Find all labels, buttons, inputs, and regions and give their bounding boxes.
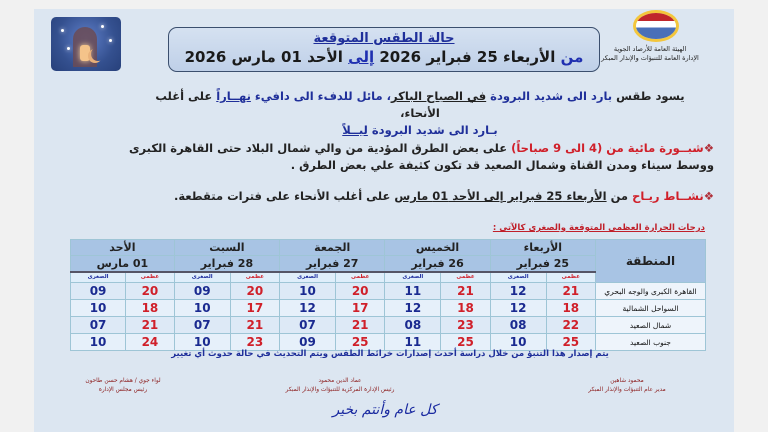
region-cell: القاهرة الكبرى والوجه البحري: [596, 283, 706, 300]
greeting: كل عام وأنتم بخير: [332, 402, 438, 418]
day-header: الجمعة: [280, 240, 385, 256]
min-label: الصغرى: [385, 272, 441, 283]
region-cell: السواحل الشمالية: [596, 300, 706, 317]
min-temp-cell: 10: [71, 300, 126, 317]
table-row: [71, 283, 706, 300]
min-label: الصغرى: [174, 272, 230, 283]
max-temp-cell: 20: [230, 283, 279, 300]
max-temp-cell: 25: [441, 334, 490, 351]
page-title: حالة الطقس المتوقعة: [313, 31, 455, 46]
max-temp-cell: 21: [441, 283, 490, 300]
min-label: الصغرى: [490, 272, 546, 283]
min-temp-cell: 08: [385, 317, 441, 334]
title-box: [168, 27, 600, 72]
ramadan-lantern-icon: [51, 17, 121, 71]
table-row: [71, 334, 706, 351]
bullet-icon: ❖: [703, 189, 714, 203]
min-temp-cell: 12: [280, 300, 336, 317]
min-temp-cell: 12: [385, 300, 441, 317]
region-cell: شمال الصعيد: [596, 317, 706, 334]
date-header: 28 فبراير: [174, 256, 279, 273]
max-label: عظمى: [441, 272, 490, 283]
bullet-icon: ❖: [703, 141, 714, 155]
max-temp-cell: 18: [126, 300, 175, 317]
forecast-sheet: [34, 9, 734, 432]
day-header: الأربعاء: [490, 240, 595, 256]
table-row: [71, 317, 706, 334]
temperature-table: [70, 239, 706, 351]
max-temp-cell: 23: [230, 334, 279, 351]
max-temp-cell: 18: [546, 300, 595, 317]
min-temp-cell: 10: [174, 334, 230, 351]
date-header: 26 فبراير: [385, 256, 490, 273]
day-header: الأحد: [71, 240, 175, 256]
max-temp-cell: 20: [336, 283, 385, 300]
ema-logo-icon: [636, 13, 676, 39]
min-label: الصغرى: [280, 272, 336, 283]
day-header: الخميس: [385, 240, 490, 256]
min-temp-cell: 09: [174, 283, 230, 300]
min-temp-cell: 10: [174, 300, 230, 317]
region-cell: جنوب الصعيد: [596, 334, 706, 351]
max-temp-cell: 21: [126, 317, 175, 334]
min-temp-cell: 12: [490, 283, 546, 300]
max-temp-cell: 21: [546, 283, 595, 300]
max-temp-cell: 21: [336, 317, 385, 334]
min-temp-cell: 12: [490, 300, 546, 317]
min-temp-cell: 10: [490, 334, 546, 351]
organization-name: الهيئة العامة للأرصاد الجوية الإدارة العامة للتنبؤات والإنذار المبكر: [601, 45, 699, 62]
signature-block: محمود شاهين مدير عام التنبؤات والإنذار المبكر: [588, 378, 666, 393]
region-header: المنطقة: [596, 240, 706, 283]
update-note: يتم إصدار هذا التنبؤ من خلال دراسة أحدث إصدارات خرائط الطقس ويتم التحديث في حالة حدوث أي تغيير: [171, 349, 609, 359]
min-temp-cell: 07: [71, 317, 126, 334]
min-temp-cell: 07: [174, 317, 230, 334]
day-header: السبت: [174, 240, 279, 256]
min-temp-cell: 09: [71, 283, 126, 300]
max-temp-cell: 21: [230, 317, 279, 334]
signature-block: لواء جوي / هشام حسن طاحون رئيس مجلس الإدارة: [85, 378, 161, 393]
max-temp-cell: 23: [441, 317, 490, 334]
max-temp-cell: 17: [336, 300, 385, 317]
min-temp-cell: 10: [71, 334, 126, 351]
max-temp-cell: 25: [336, 334, 385, 351]
min-temp-cell: 09: [280, 334, 336, 351]
max-label: عظمى: [336, 272, 385, 283]
table-row: [71, 300, 706, 317]
max-label: عظمى: [546, 272, 595, 283]
min-label: الصغرى: [71, 272, 126, 283]
general-forecast: يسود طقس بارد الى شديد البرودة في الصباح الباكر، مائل للدفء الى دافيء نهــاراً على أغلب الأنحاء، بـارد الى شديد البرودة ليــلاً: [155, 89, 685, 137]
table-caption: درجات الحرارة العظمى المتوقعة والصغرى كالآتى :: [492, 223, 705, 233]
min-temp-cell: 07: [280, 317, 336, 334]
date-header: 01 مارس: [71, 256, 175, 273]
min-temp-cell: 11: [385, 334, 441, 351]
max-temp-cell: 17: [230, 300, 279, 317]
max-label: عظمى: [126, 272, 175, 283]
max-temp-cell: 25: [546, 334, 595, 351]
min-temp-cell: 11: [385, 283, 441, 300]
forecast-period: من الأربعاء 25 فبراير 2026 إلى الأحد 01 مارس 2026: [184, 48, 584, 66]
date-header: 27 فبراير: [280, 256, 385, 273]
max-label: عظمى: [230, 272, 279, 283]
wind-warning: ❖نشــاط ريـاح من الأربعاء 25 فبراير إلى الأحد 01 مارس على أغلب الأنحاء على فترات متقطعة.: [173, 189, 714, 203]
date-header: 25 فبراير: [490, 256, 595, 273]
max-temp-cell: 22: [546, 317, 595, 334]
min-temp-cell: 08: [490, 317, 546, 334]
min-temp-cell: 10: [280, 283, 336, 300]
max-temp-cell: 18: [441, 300, 490, 317]
max-temp-cell: 24: [126, 334, 175, 351]
max-temp-cell: 20: [126, 283, 175, 300]
signature-block: عماد الدين محمود رئيس الإدارة المركزية للتنبؤات والإنذار المبكر: [285, 378, 395, 393]
fog-warning: ❖شبــورة مائية من (4 الى 9 صباحاً) على بعض الطرق المؤدية من والي شمال البلاد حتى القاهرة الكبرى ووسط سيناء ومدن القناة وشمال الصعيد قد تكون كثيفة علي بعض الطرق .: [128, 141, 714, 172]
